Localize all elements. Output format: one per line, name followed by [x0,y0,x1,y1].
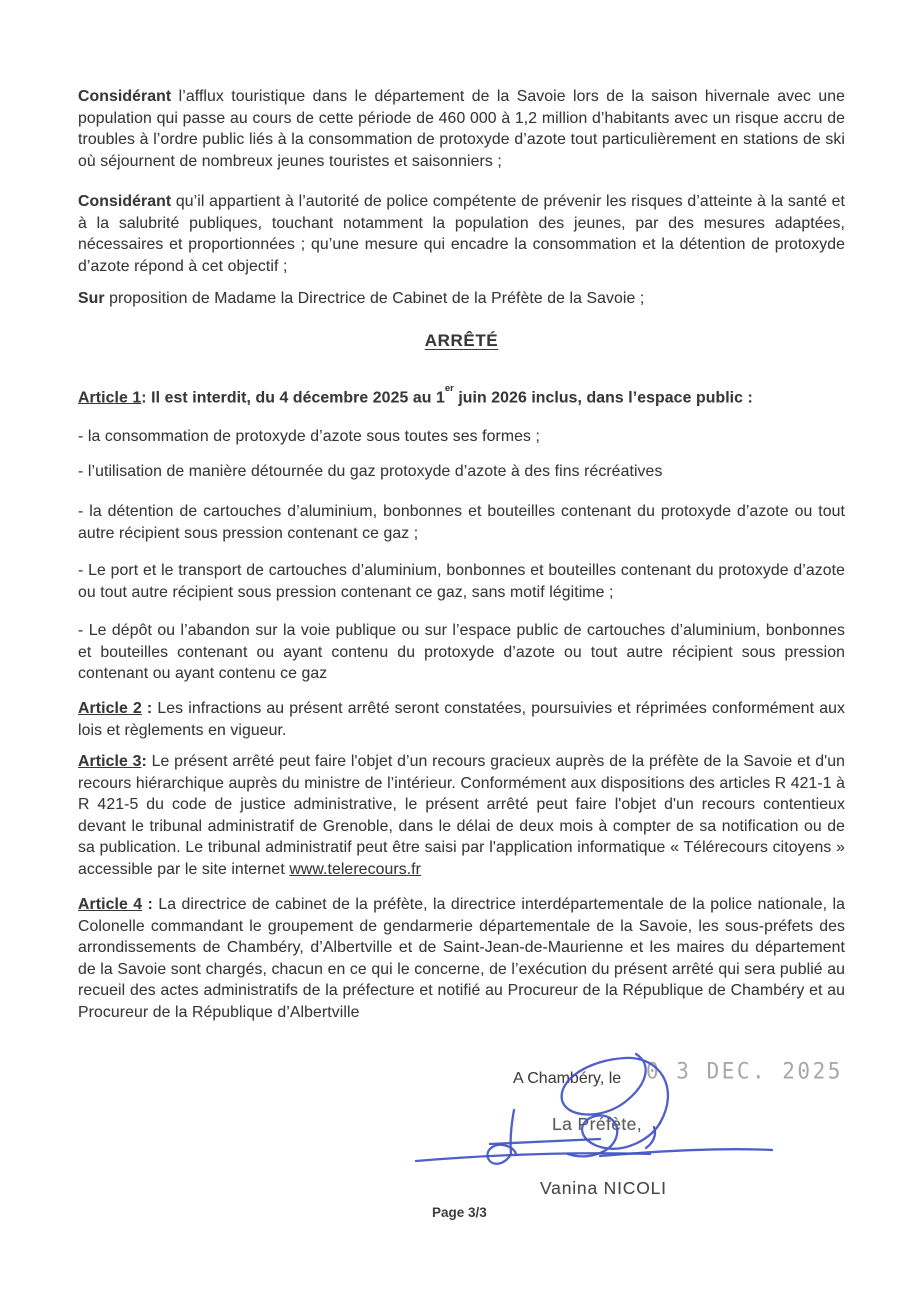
paragraph-text: qu’il appartient à l’autorité de police compétente de prévenir les risques d’atteinte à la santé et à la salubrité publiques, touchant notamment la population des jeunes, par des mesures adaptées, nécessaires et proportionnées ; qu’une mesure qui encadre la consommation et la détention de protoxyde d’azote répond à cet objectif ; [78,193,845,275]
arrete-heading-text: ARRÊTÉ [424,331,499,350]
paragraph-lead: Considérant [78,88,172,105]
date-stamp: 0 3 DEC. 2025 [646,1058,843,1084]
signature-stroke [646,1127,655,1148]
article-1-heading [78,383,845,409]
considerant-paragraph-2 [78,191,845,277]
signature-stroke [416,1153,650,1161]
page-number: Page 3/3 [432,1205,487,1220]
article-1-text: Il est interdit, du 4 décembre 2025 au 1 [146,389,445,407]
article-4-paragraph [78,894,845,1024]
article-2-label: Article 2 [78,700,142,717]
place-and-date-line: A Chambéry, le [513,1070,622,1087]
signatory-role: La Préfète, [552,1114,643,1134]
article-2-text: Les infractions au présent arrêté seront constatées, poursuivies et réprimées conformément aux lois et règlements en vigueur. [78,700,845,739]
article-1-label: Article 1 [78,389,142,407]
article-4-text: La directrice de cabinet de la préfète, la directrice interdépartementale de la police nationale, la Colonelle commandant le groupement de gendarmerie départementale de la Savoie, les sous-préfets des arrondissements de Chambéry, d’Albertville et de Saint-Jean-de-Maurienne et les maires du département de la Savoie sont chargés, chacun en ce qui le concerne, de l’exécution du présent arrêté qui sera publié au recueil des actes administratifs de la préfecture et notifié au Procureur de la République de Chambéry et au Procureur de la République d’Albertville [78,896,845,1021]
paragraph-text: l’afflux touristique dans le département de la Savoie lors de la saison hivernale avec une population qui passe au cours de cette période de 460 000 à 1,2 million d’habitants avec un risque accru de troubles à l’ordre public liés à la consommation de protoxyde d’azote tout particulièrement en stations de ski où séjournent de nombreux jeunes touristes et saisonniers ; [78,88,845,170]
handwritten-signature [410,1028,800,1188]
article-3-colon: : [141,753,147,770]
signatory-name: Vanina NICOLI [540,1178,667,1198]
list-item: - la consommation de protoxyde d’azote sous toutes ses formes ; [78,428,541,445]
arrete-heading [78,330,845,352]
telerecours-link[interactable]: www.telerecours.fr [289,860,422,878]
article-2-paragraph [78,698,845,741]
article-3-label: Article 3 [78,753,142,770]
article-4-label: Article 4 [78,896,143,913]
signature-stroke [600,1149,772,1156]
article-3-text: Le présent arrêté peut faire l'objet d’un recours gracieux auprès de la préfète de la Savoie et d'un recours hiérarchique auprès du ministre de l’intérieur. Conformément aux dispositions des articles R 421-1 à R 421-5 du code de justice administrative, le présent arrêté peut faire l'objet d'un recours contentieux devant le tribunal administratif de Grenoble, dans le délai de deux mois à compter de sa notification ou de sa publication. Le tribunal administratif peut être saisi par l'application informatique « Télérecours citoyens » accessible par le site internet [78,753,845,878]
list-item: - Le dépôt ou l’abandon sur la voie publique ou sur l’espace public de cartouches d’aluminium, bonbonnes et bouteilles contenant ou ayant contenu du protoxyde d’azote ou tout autre récipient sous pression contenant ou ayant contenu ce gaz [78,622,845,683]
list-item: - la détention de cartouches d’aluminium, bonbonnes et bouteilles contenant du protoxyde d’azote ou tout autre récipient sous pression contenant ce gaz ; [78,503,845,542]
signature-stroke [490,1139,600,1144]
sur-proposition-line [78,288,845,310]
list-item: - l’utilisation de manière détournée du gaz protoxyde d’azote à des fins récréatives [78,463,663,480]
ordinal-superscript: er [444,382,454,394]
article-2-colon: : [141,700,153,717]
considerant-paragraph-1 [78,86,845,172]
article-4-colon: : [142,896,153,913]
signature-stroke [487,1110,516,1164]
article-1-text-end: juin 2026 inclus, dans l’espace public : [453,389,753,407]
article-3-paragraph [78,751,845,881]
paragraph-text: proposition de Madame la Directrice de Cabinet de la Préfète de la Savoie ; [104,290,645,307]
paragraph-lead: Considérant [78,193,172,210]
paragraph-lead: Sur [78,290,105,307]
article-1-colon: : [141,389,147,407]
list-item: - Le port et le transport de cartouches d’aluminium, bonbonnes et bouteilles contenant du protoxyde d’azote ou tout autre récipient sous pression contenant ce gaz, sans motif légitime ; [78,562,845,601]
